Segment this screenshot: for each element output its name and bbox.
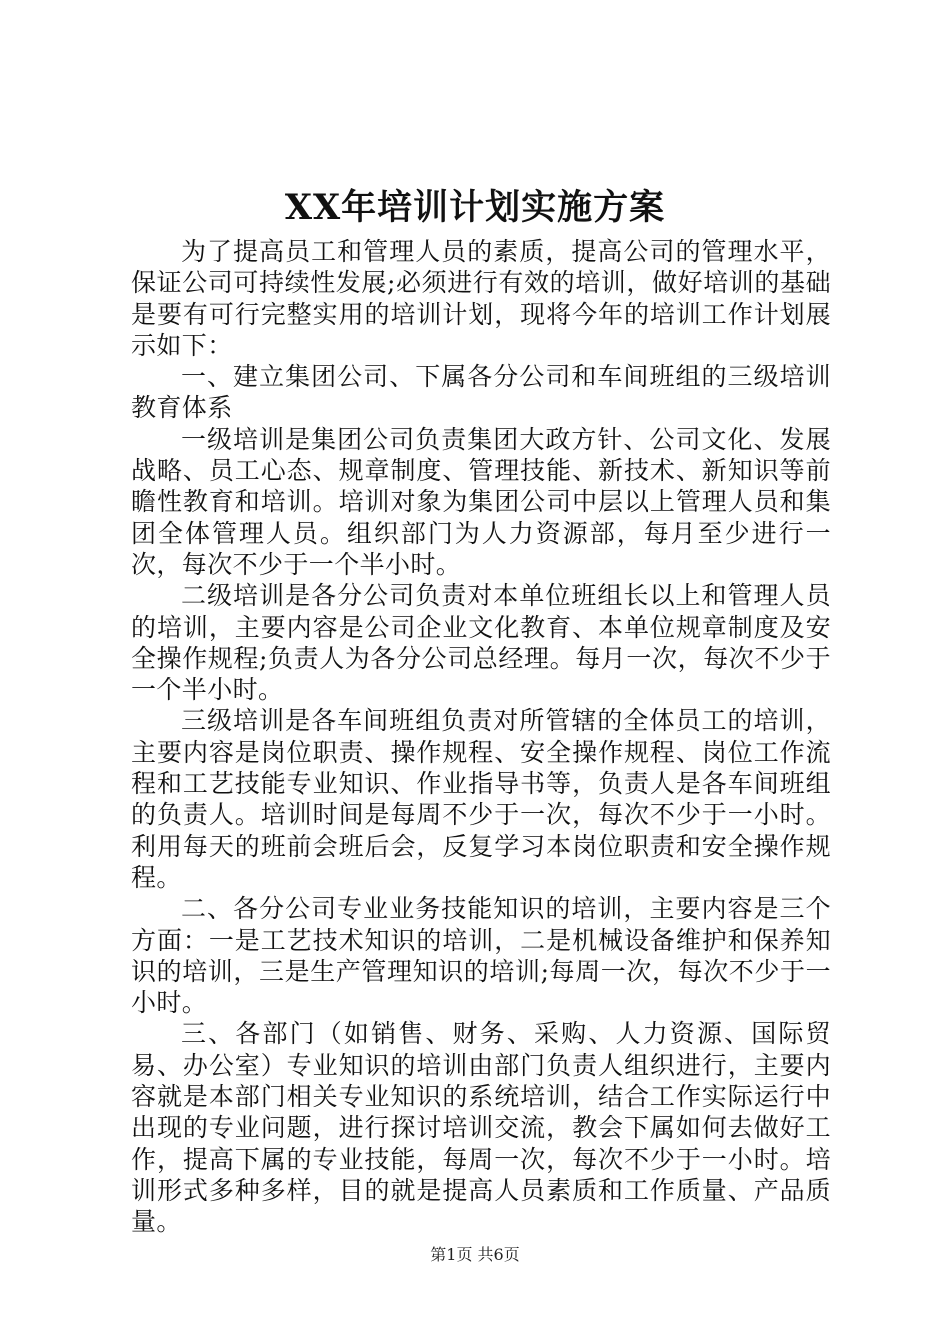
paragraph-section-3: 三、各部门（如销售、财务、采购、人力资源、国际贸易、办公室）专业知识的培训由部门负责人组织进行，主要内容就是本部门相关专业知识的系统培训，结合工作实际运行中出现的专业问题，进行探讨培训交流，教会下属如何去做好工作，提高下属的专业技能，每周一次，每次不少于一小时。培训形式多种多样，目的就是提高人员素质和工作质量、产品质量。 [131, 1019, 831, 1237]
paragraph-section-1-heading: 一、建立集团公司、下属各分公司和车间班组的三级培训教育体系 [131, 362, 831, 423]
paragraph-level-3-training: 三级培训是各车间班组负责对所管辖的全体员工的培训，主要内容是岗位职责、操作规程、安全操作规程、岗位工作流程和工艺技能专业知识、作业指导书等，负责人是各车间班组的负责人。培训时间是每周不少于一次，每次不少于一小时。利用每天的班前会班后会，反复学习本岗位职责和安全操作规程。 [131, 706, 831, 892]
paragraph-intro: 为了提高员工和管理人员的素质，提高公司的管理水平，保证公司可持续性发展;必须进行有效的培训，做好培训的基础是要有可行完整实用的培训计划，现将今年的培训工作计划展示如下： [131, 237, 831, 360]
page-footer: 第1页 共6页 [430, 1245, 520, 1264]
document-body [131, 236, 831, 1238]
paragraph-level-1-training: 一级培训是集团公司负责集团大政方针、公司文化、发展战略、员工心态、规章制度、管理技能、新技术、新知识等前瞻性教育和培训。培训对象为集团公司中层以上管理人员和集团全体管理人员。组织部门为人力资源部，每月至少进行一次，每次不少于一个半小时。 [131, 424, 831, 579]
document-title: XX年培训计划实施方案 [284, 187, 666, 228]
paragraph-level-2-training: 二级培训是各分公司负责对本单位班组长以上和管理人员的培训，主要内容是公司企业文化教育、本单位规章制度及安全操作规程;负责人为各分公司总经理。每月一次，每次不少于一个半小时。 [131, 581, 831, 705]
paragraph-section-2: 二、各分公司专业业务技能知识的培训，主要内容是三个方面：一是工艺技术知识的培训，二是机械设备维护和保养知识的培训，三是生产管理知识的培训;每周一次，每次不少于一小时。 [131, 894, 831, 1018]
